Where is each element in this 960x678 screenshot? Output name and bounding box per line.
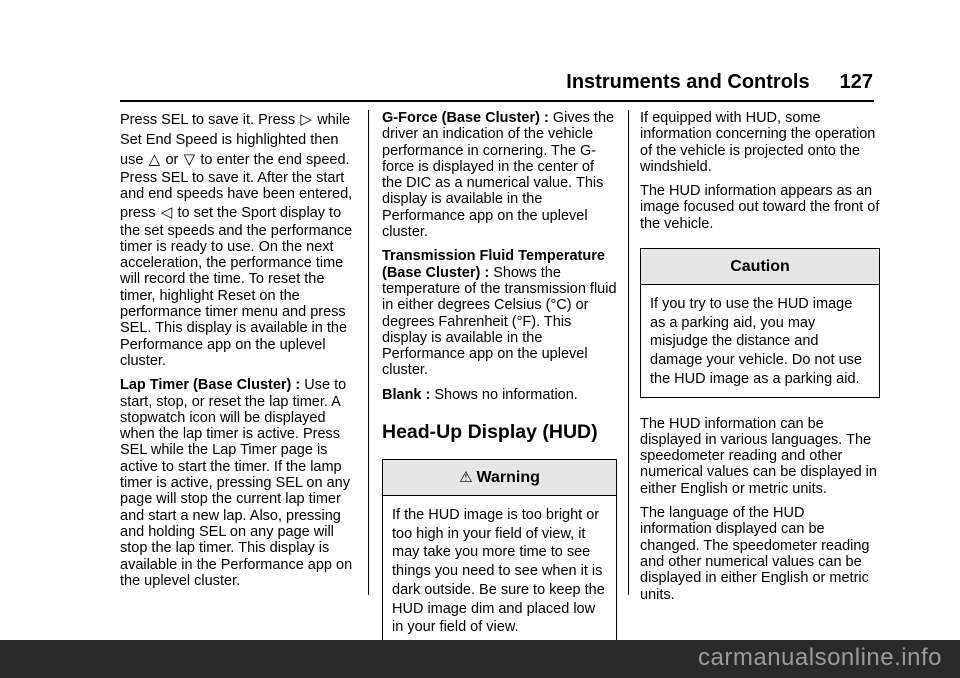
hud-languages-paragraph: The HUD information can be displayed in various languages. The speedometer reading and other numerical values can be displayed in either English or metric units.: [640, 415, 877, 497]
page-number: 127: [839, 71, 873, 93]
down-arrow-icon: ▽: [183, 151, 196, 168]
running-header: [566, 71, 873, 94]
right-triangle-icon: ▷: [300, 111, 312, 128]
warning-title: Warning: [476, 469, 540, 487]
c1-line-2: Set End Speed is highlighted then: [120, 132, 339, 148]
up-arrow-icon: △: [148, 151, 161, 168]
warning-icon: ⚠: [459, 469, 473, 487]
caution-text: If you try to use the HUD image as a parking aid, you may misjudge the distance and damage your vehicle. Do not use the HUD image as a parking aid.: [650, 296, 862, 387]
transmission-temp-paragraph: [382, 248, 617, 378]
c1-line-1: Press SEL to save it. Press ▷ while: [120, 111, 351, 128]
hud-image-paragraph: The HUD information appears as an image focused out toward the front of the vehicle.: [640, 183, 880, 232]
lap-timer-label: Lap Timer (Base Cluster) :: [120, 377, 301, 394]
warning-text: If the HUD image is too bright or too high in your field of view, it may take you more time to see things you need to see when it is dark outside. Be sure to keep the HUD image dim and placed low in your field of view.: [392, 507, 605, 636]
transmission-temp-label: Transmission Fluid Temperature (Base Cluster) :: [382, 248, 605, 281]
gforce-label: G-Force (Base Cluster) :: [382, 110, 549, 126]
column-1: [120, 110, 355, 597]
gforce-text: Gives the driver an indication of the vehicle performance in cornering. The G-force is displayed in the center of the DIC as a numerical value. This display is available in the Performance app on the uplevel cluster.: [382, 110, 615, 241]
blank-paragraph: [382, 387, 617, 403]
watermark: carmanualsonline.info: [698, 644, 942, 671]
column-2: [382, 110, 617, 646]
section-title: Head-Up Display (HUD): [382, 421, 598, 444]
column-divider-1: [368, 110, 369, 595]
blank-label: Blank :: [382, 386, 431, 403]
c1-line-4: Press SEL to save it. After the start: [120, 170, 345, 186]
performance-timer-paragraph: [120, 110, 355, 369]
warning-header: [383, 460, 616, 496]
c1-line-3: use △ or ▽ to enter the end speed.: [120, 151, 350, 168]
header-rule: [120, 100, 874, 102]
lap-timer-text: Use to start, stop, or reset the lap timer. A stopwatch icon will be displayed when the lap timer is active. Press SEL while the Lap Timer page is active to start the timer. If the lamp timer is active, pressing SEL on any page will stop the current lap timer and start a new lap. Also, pressing and holding SEL on any page will stop the lap timer. This display is available in the Performance app on the uplevel cluster.: [120, 377, 353, 589]
c1-line-5: and end speeds have been entered,: [120, 186, 353, 203]
column-3: [640, 110, 880, 611]
hud-language-change-paragraph: The language of the HUD information displayed can be changed. The speedometer reading and other numerical values can be displayed in either English or metric units.: [640, 505, 870, 603]
transmission-temp-text: Shows the temperature of the transmission fluid in either degrees Celsius (°C) or degrees Fahrenheit (°F). This display is available in the Performance app on the uplevel cluster.: [382, 264, 617, 379]
caution-title: Caution: [641, 249, 879, 285]
page-header: [0, 0, 960, 100]
left-triangle-icon: ◁: [160, 203, 173, 221]
hud-intro-paragraph: If equipped with HUD, some information concerning the operation of the vehicle is projected onto the windshield.: [640, 110, 876, 175]
section-name: Instruments and Controls: [566, 71, 810, 93]
footer-bar: [0, 640, 960, 678]
warning-box: [382, 459, 617, 646]
c1-line-6: press ◁ to set the Sport display to: [120, 203, 342, 221]
caution-box: [640, 248, 880, 398]
column-divider-2: [628, 110, 629, 595]
lap-timer-paragraph: [120, 377, 355, 589]
performance-timer-text: the set speeds and the performance timer is ready to use. On the next acceleration, the performance time will record the time. To reset the timer, highlight Reset on the performance timer menu and press SEL. This display is available in the Performance app on the uplevel cluster.: [120, 222, 353, 369]
gforce-paragraph: [382, 110, 617, 240]
blank-text: Shows no information.: [430, 386, 578, 403]
